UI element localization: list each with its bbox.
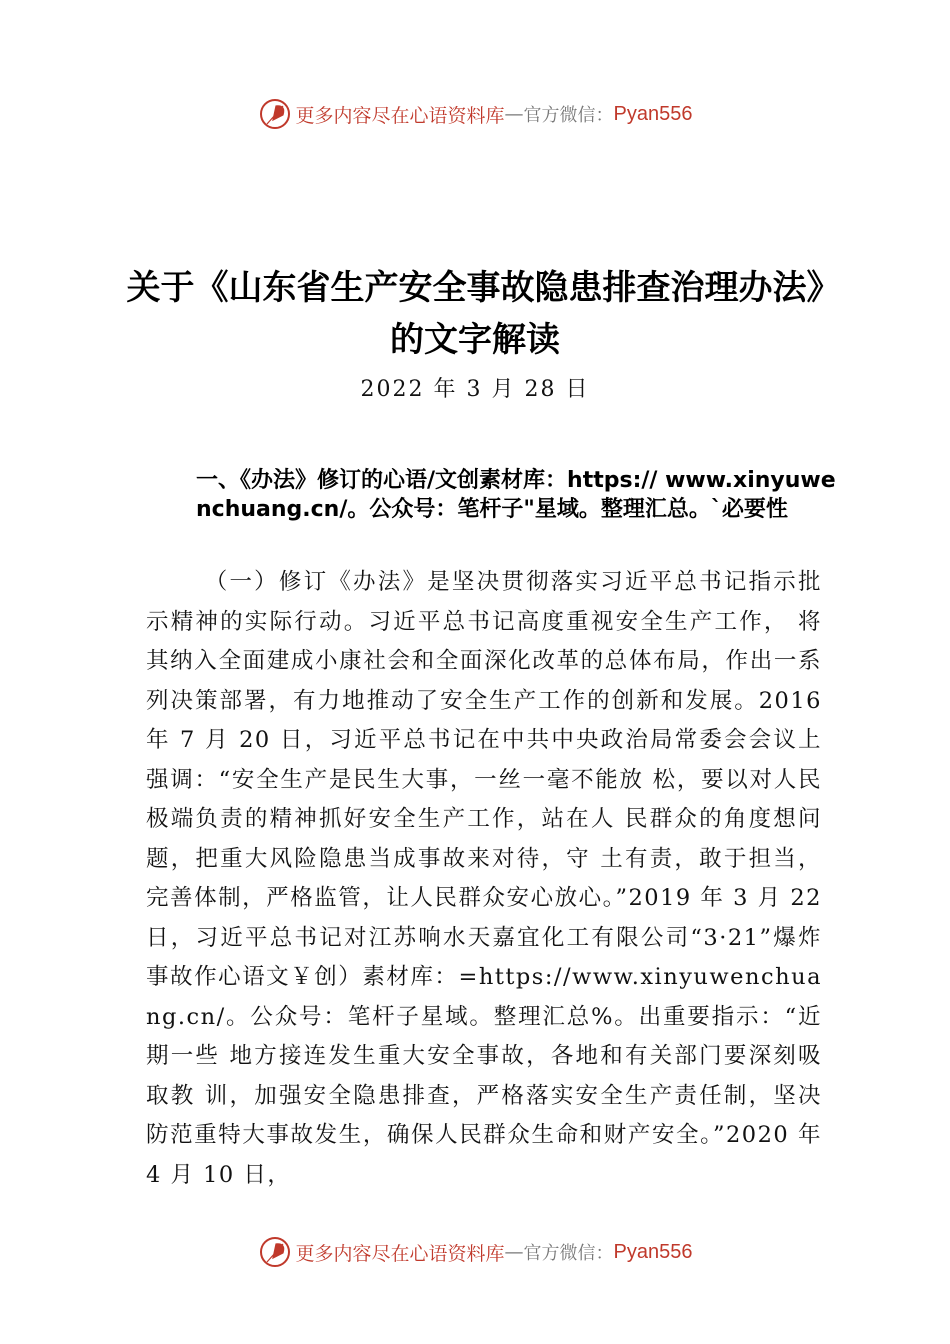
paragraph-text: （一）修订《办法》是坚决贯彻落实习近平总书记指示批示精神的实际行动。习近平总书记高度重视安全生产工作， 将其纳入全面建成小康社会和全面深化改革的总体布局，作出一系列决策部署，有力地推动了安全生产工作的创新和发展。2016 年 7 月 20 日，习近平总书记在中共中央政治局常委会会议上强调：“安全生产是民生大事，一丝一毫不能放 松，要以对人民极端负责的精神抓好安全生产工作，站在人 民群众的角度想问题，把重大风险隐患当成事故来对待，守 土有责，敢于担当，完善体制，严格监管，让人民群众安心放心。”2019 年 3 月 22 日，习近平总书记对江苏响水天嘉宜化工有限公司“3·21”爆炸事故作心语文￥创）素材库：=https://www.xinyuwenchuang.cn/。公众号：笔杆子星域。整理汇总%。出重要指示：“近期一些 地方接连发生重大安全事故，各地和有关部门要深刻吸取教 训，加强安全隐患排查，严格落实安全生产责任制，坚决防范重特大事故发生，确保人民群众生命和财产安全。”2020 年 4 月 10 日，: [146, 569, 822, 1188]
header-banner: [0, 92, 950, 136]
footer-banner-separator: —: [504, 1241, 524, 1263]
footer-banner-wechat-id: Pyan556: [613, 1240, 693, 1263]
footer-banner: [0, 1230, 950, 1274]
footer-banner-text: 更多内容尽在心语资料库: [295, 1242, 505, 1265]
header-banner-wechat-id: Pyan556: [613, 102, 693, 125]
header-banner-text: 更多内容尽在心语资料库: [295, 104, 505, 127]
footer-banner-wechat-label: 官方微信：: [523, 1243, 614, 1264]
document-title: 关于《山东省生产安全事故隐患排查治理办法》的文字解读: [126, 268, 824, 360]
header-banner-wechat-label: 官方微信：: [523, 105, 614, 126]
quill-logo-icon: [258, 97, 292, 131]
header-banner-separator: —: [504, 103, 524, 125]
quill-logo-icon: [258, 1235, 292, 1269]
body-paragraph: [146, 563, 822, 1195]
document-date: 2022 年 3 月 28 日: [360, 377, 590, 402]
section-heading: 一、《办法》修订的心语/文创素材库：https:// www.xinyuwenchuang.cn/。公众号：笔杆子"星域。整理汇总。`必要性: [196, 468, 836, 522]
